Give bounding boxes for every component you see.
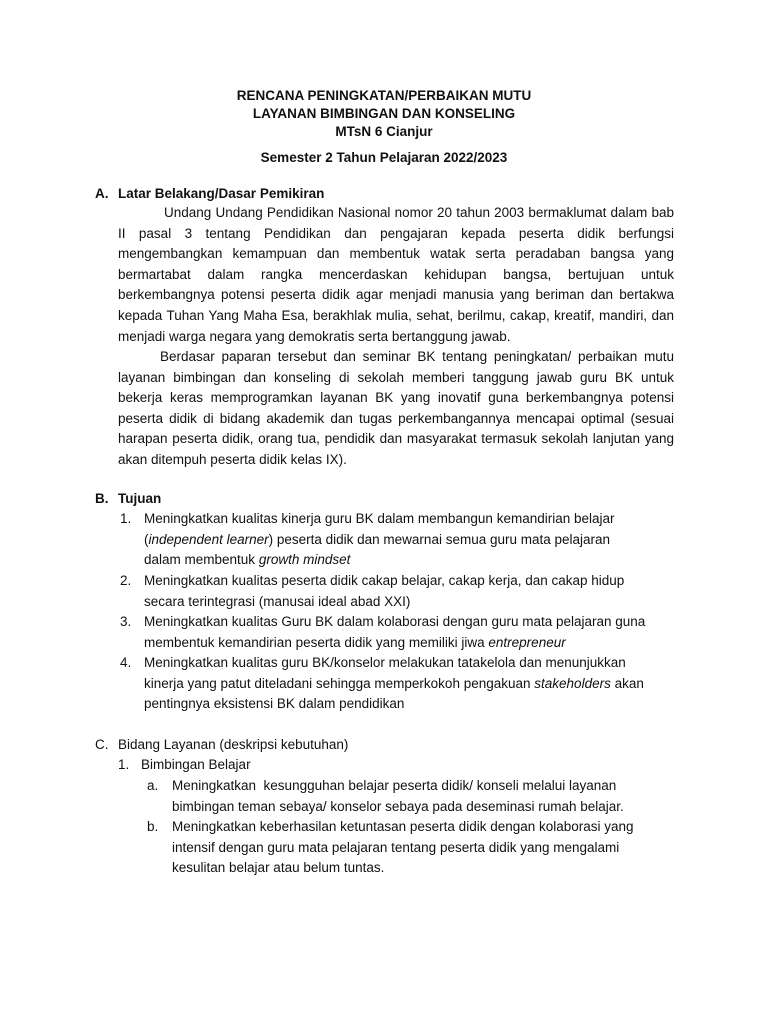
item-text: kinerja yang patut diteladani sehingga memperkokoh pengakuan xyxy=(144,675,535,691)
item-letter: b. xyxy=(147,819,159,834)
section-c-title: Bidang Layanan (deskripsi kebutuhan) xyxy=(118,737,349,752)
item-line: Meningkatkan kualitas guru BK/konselor melakukan tatakelola dan menunjukkan xyxy=(144,655,626,670)
title-line-1: RENCANA PENINGKATAN/PERBAIKAN MUTU xyxy=(236,88,532,103)
item-text: dalam membentuk xyxy=(144,552,259,568)
item-body xyxy=(172,776,624,817)
item-emphasis: independent learner xyxy=(148,531,269,547)
item-line xyxy=(144,674,644,695)
item-number: 1. xyxy=(120,511,132,526)
item-text: ) peserta didik dan mewarnai semua guru mata pelajaran xyxy=(268,531,611,547)
item-body xyxy=(144,509,615,571)
item-line: Meningkatkan kualitas peserta didik cakap belajar, cakap kerja, dan cakap hidup xyxy=(144,573,625,588)
item-body xyxy=(172,817,634,879)
title-line-2: LAYANAN BIMBINGAN DAN KONSELING xyxy=(252,106,516,121)
item-line: Meningkatkan keberhasilan ketuntasan peserta didik dengan kolaborasi yang xyxy=(172,819,634,834)
item-emphasis: growth mindset xyxy=(258,552,351,568)
item-line: intensif dengan guru mata pelajaran tentang peserta didik yang mengalami xyxy=(172,839,620,855)
item-text: ( xyxy=(144,531,149,547)
semester-line: Semester 2 Tahun Pelajaran 2022/2023 xyxy=(260,150,508,165)
item-emphasis: entrepreneur xyxy=(488,634,566,650)
section-a-paragraph-2: Berdasar paparan tersebut dan seminar BK tentang peningkatan/ perbaikan mutu layanan bimbingan dan konseling di sekolah memberi tanggung jawab guru BK untuk bekerja keras memprogramkan layanan BK yang inovatif guna berkembangnya potensi peserta didik di bidang akademik dan tugas perkembangannya mencapai optimal (sesuai harapan peserta didik, orang tua, pendidik dan masyarakat termasuk sekolah lanjutan yang akan ditempuh peserta didik kelas IX). xyxy=(118,349,674,467)
item-line: secara terintegrasi (manusai ideal abad XXI) xyxy=(144,593,411,609)
item-line: bimbingan teman sebaya/ konselor sebaya pada deseminasi rumah belajar. xyxy=(172,798,624,814)
section-b-letter: B. xyxy=(95,491,109,506)
item-line: kesulitan belajar atau belum tuntas. xyxy=(172,860,385,876)
subsection-number: 1. xyxy=(118,757,130,772)
item-text: membentuk kemandirian peserta didik yang memiliki jiwa xyxy=(144,634,489,650)
item-number: 2. xyxy=(120,573,132,588)
section-c-letter: C. xyxy=(95,737,109,752)
subsection-title: Bimbingan Belajar xyxy=(141,757,251,772)
item-body xyxy=(144,612,645,653)
item-number: 3. xyxy=(120,614,132,629)
title-line-3: MTsN 6 Cianjur xyxy=(335,124,433,139)
section-a-letter: A. xyxy=(95,186,109,201)
item-text: akan xyxy=(610,675,644,691)
item-body xyxy=(144,653,644,715)
item-line xyxy=(144,550,615,571)
item-line: Meningkatkan kesungguhan belajar peserta didik/ konseli melalui layanan xyxy=(172,778,617,793)
item-letter: a. xyxy=(147,778,159,793)
item-line: Meningkatkan kualitas kinerja guru BK dalam membangun kemandirian belajar xyxy=(144,511,615,526)
item-number: 4. xyxy=(120,655,132,670)
document-title xyxy=(0,87,768,167)
item-line xyxy=(144,530,615,551)
section-b-title: Tujuan xyxy=(118,491,162,506)
section-a-paragraph-1: Undang Undang Pendidikan Nasional nomor 20 tahun 2003 bermaklumat dalam bab II pasal 3 tentang Pendidikan dan pengajaran kepada peserta didik berfungsi mengembangkan kemampuan dan membentuk watak serta peradaban bangsa yang bermartabat dalam rangka mencerdaskan kehidupan bangsa, bertujuan untuk berkembangnya potensi peserta didik agar menjadi manusia yang beriman dan bertakwa kepada Tuhan Yang Maha Esa, berakhlak mulia, sehat, berilmu, cakap, kreatif, mandiri, dan menjadi warga negara yang demokratis serta bertanggung jawab. xyxy=(118,205,674,344)
item-line: pentingnya eksistensi BK dalam pendidikan xyxy=(144,696,405,712)
item-emphasis: stakeholders xyxy=(534,675,611,691)
item-line xyxy=(144,633,645,654)
section-a-title: Latar Belakang/Dasar Pemikiran xyxy=(118,186,325,201)
item-line: Meningkatkan kualitas Guru BK dalam kolaborasi dengan guru mata pelajaran guna xyxy=(144,614,646,629)
item-body xyxy=(144,571,624,612)
